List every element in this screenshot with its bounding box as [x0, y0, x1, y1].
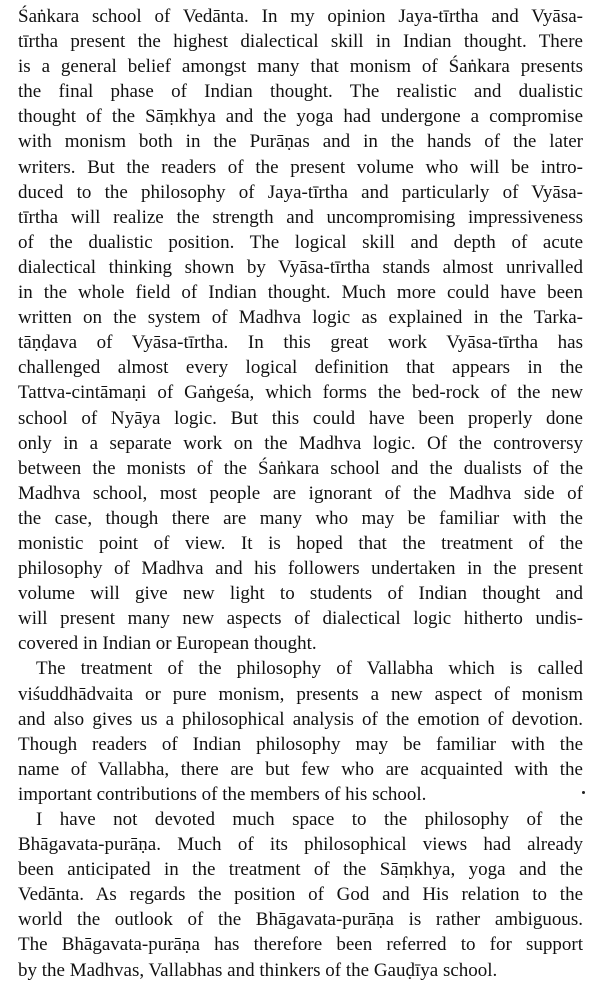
text-line: tāṇḍava of Vyāsa-tīrtha. In this great work Vyāsa-tīrtha has: [18, 332, 583, 354]
text-line: name of Vallabha, there are but few who are acquainted with the: [18, 758, 583, 780]
text-line: The treatment of the philosophy of Vallabha which is called: [36, 658, 583, 680]
text-line: volume will give new light to students of Indian thought and: [18, 583, 583, 605]
text-line: monistic point of view. It is hoped that the treatment of the: [18, 532, 583, 554]
text-line: world the outlook of the Bhāgavata-purāṇa is rather ambiguous.: [18, 909, 583, 931]
text-line: The Bhāgavata-purāṇa has therefore been referred to for support: [18, 934, 583, 956]
text-line: in the whole field of Indian thought. Much more could have been: [18, 282, 583, 304]
text-line: Vedānta. As regards the position of God and His relation to the: [18, 884, 583, 906]
text-line: will present many new aspects of dialectical logic hitherto undis-: [18, 608, 583, 630]
text-line: between the monists of the Śaṅkara school and the dualists of the: [18, 457, 583, 479]
text-line: philosophy of Madhva and his followers undertaken in the present: [18, 558, 583, 580]
paragraph-1: [18, 4, 583, 656]
text-line: viśuddhādvaita or pure monism, presents a new aspect of monism: [18, 683, 583, 705]
text-line: important contributions of the members of his school.: [18, 783, 427, 805]
document-page: [18, 4, 583, 983]
text-line: dialectical thinking shown by Vyāsa-tīrtha stands almost unrivalled: [18, 256, 583, 278]
paragraph-3: [18, 807, 583, 983]
text-line: challenged almost every logical definition that appears in the: [18, 357, 583, 379]
text-line: is a general belief amongst many that monism of Śaṅkara presents: [18, 56, 583, 78]
paragraph-2: [18, 656, 583, 807]
text-line: been anticipated in the treatment of the Sāṃkhya, yoga and the: [18, 859, 583, 881]
text-line: the case, though there are many who may be familiar with the: [18, 507, 583, 529]
text-line: writers. But the readers of the present volume who will be intro-: [18, 156, 583, 178]
text-line: Though readers of Indian philosophy may be familiar with the: [18, 733, 583, 755]
text-line: Śaṅkara school of Vedānta. In my opinion Jaya-tīrtha and Vyāsa-: [18, 6, 583, 27]
text-line: tīrtha will realize the strength and uncompromising impressiveness: [18, 206, 583, 228]
text-line: duced to the philosophy of Jaya-tīrtha and particularly of Vyāsa-: [18, 181, 583, 203]
text-line: only in a separate work on the Madhva logic. Of the controversy: [18, 432, 583, 454]
margin-dot: [582, 791, 585, 794]
text-line: the final phase of Indian thought. The realistic and dualistic: [18, 81, 583, 103]
text-line: covered in Indian or European thought.: [18, 633, 317, 655]
text-line: written on the system of Madhva logic as explained in the Tarka-: [18, 307, 583, 329]
text-line: Madhva school, most people are ignorant of the Madhva side of: [18, 482, 583, 504]
text-line: Tattva-cintāmaṇi of Gaṅgeśa, which forms the bed-rock of the new: [18, 382, 583, 404]
text-line: I have not devoted much space to the philosophy of the: [36, 809, 583, 830]
text-line: thought of the Sāṃkhya and the yoga had undergone a compromise: [18, 106, 583, 128]
text-line: of the dualistic position. The logical skill and depth of acute: [18, 231, 583, 253]
text-line: school of Nyāya logic. But this could have been properly done: [18, 407, 583, 429]
text-line: and also gives us a philosophical analysis of the emotion of devotion.: [18, 708, 583, 730]
text-line: with monism both in the Purāṇas and in the hands of the later: [18, 131, 583, 153]
text-line: Bhāgavata-purāṇa. Much of its philosophical views had already: [18, 834, 583, 856]
text-line: by the Madhvas, Vallabhas and thinkers of the Gauḍīya school.: [18, 959, 498, 981]
text-line: tīrtha present the highest dialectical skill in Indian thought. There: [18, 31, 583, 53]
